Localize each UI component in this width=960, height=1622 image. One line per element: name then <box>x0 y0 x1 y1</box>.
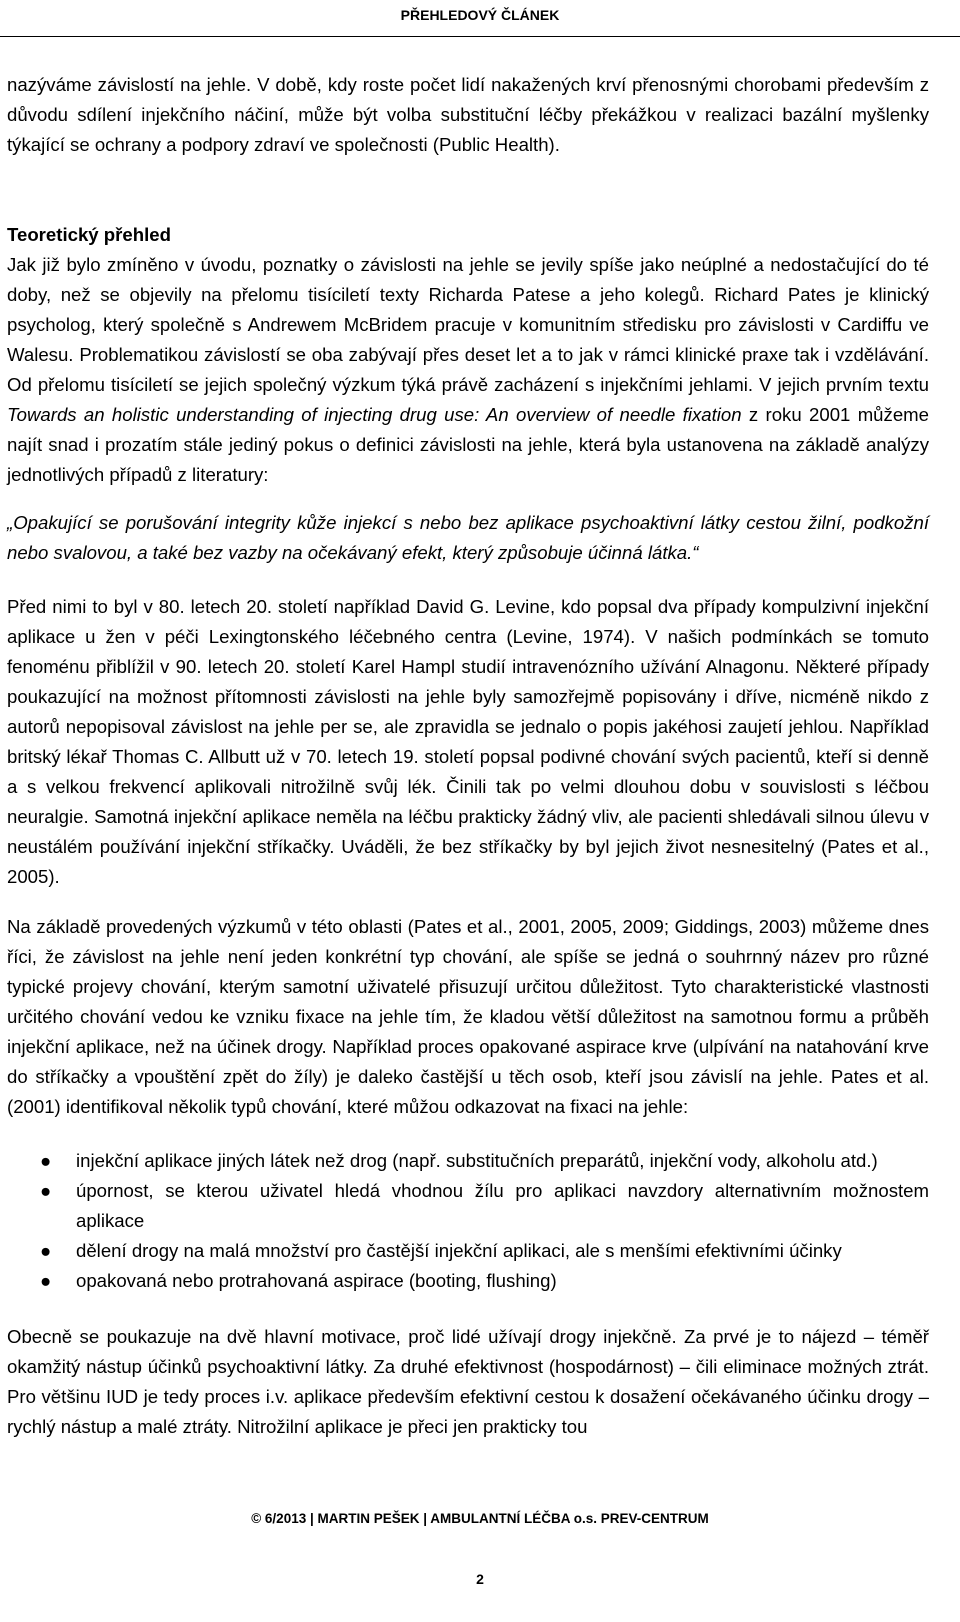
footer-text: 6/2013 | MARTIN PEŠEK | AMBULANTNÍ LÉČBA o.s. PREV-CENTRUM <box>264 1511 709 1526</box>
bullet-icon: ● <box>40 1270 52 1291</box>
header-divider <box>0 36 960 37</box>
copyright-icon: © <box>251 1511 262 1526</box>
paragraph-4: Obecně se poukazuje na dvě hlavní motivace, proč lidé užívají drogy injekčně. Za prvé je to nájezd – téměř okamžitý nástup účinků psychoaktivní látky. Za druhé efektivnost (hospodárnost) – čili eliminace možných ztrát. Pro většinu IUD je tedy proces i.v. aplikace především efektivní cestou k dosažení očekávaného účinku drogy – rychlý nástup a malé ztráty. Nitrožilní aplikace je přeci jen prakticky tou <box>7 1326 929 1437</box>
paragraph-3: Na základě provedených výzkumů v této oblasti (Pates et al., 2001, 2005, 2009; Giddings, 2003) můžeme dnes říci, že závislost na jehle není jeden konkrétní typ chování, ale spíše se jedná o souhrnný název pro různé typické projevy chování, kterým samotní uživatelé přisuzují určitou důležitost. Tyto charakteristické vlastnosti určitého chování vedou ke vzniku fixace na jehle tím, že kladou větší důležitost na samotnou formu a průběh injekční aplikace, než na účinek drogy. Například proces opakované aspirace krve (ulpívání na natahování krve do stříkačky a vpouštění zpět do žíly) je daleko častější u těch osob, kteří jsou závislí na jehle. Pates et al. (2001) identifikoval několik typů chování, které můžou odkazovat na fixaci na jehle: <box>7 916 929 1117</box>
behaviour-list <box>7 1146 929 1296</box>
list-item: ● opakovaná nebo protrahovaná aspirace (booting, flushing) <box>7 1266 929 1296</box>
header-title: PŘEHLEDOVÝ ČLÁNEK <box>400 7 560 23</box>
definition-quote: „Opakující se porušování integrity kůže injekcí s nebo bez aplikace psychoaktivní látky cestou žilní, podkožní nebo svalovou, a také bez vazby na očekávaný efekt, který způsobuje účinná látka.“ <box>7 512 929 563</box>
page-number: 2 <box>476 1571 484 1587</box>
paragraph-1-part-a: Jak již bylo zmíněno v úvodu, poznatky o závislosti na jehle se jevily spíše jako neúplné a nedostačující do té doby, než se objevily na přelomu tisíciletí texty Richarda Patese a jeho kolegů. Richard Pates je klinický psycholog, který společně s Andrewem McBridem pracuje v komunitním středisku pro závislosti v Cardiffu ve Walesu. Problematikou závislostí se oba zabývají přes deset let a to jak v rámci klinické praxe tak i vzdělávání. Od přelomu tisíciletí se jejich společný výzkum týká právě zacházení s injekčními jehlami. V jejich prvním textu <box>7 254 929 395</box>
cited-title: Towards an holistic understanding of injecting drug use: An overview of needle fixation <box>7 404 742 425</box>
bullet-icon: ● <box>40 1150 52 1171</box>
article-body <box>7 70 929 1442</box>
page-footer <box>0 1511 960 1526</box>
page-header <box>0 0 960 34</box>
list-item: ● injekční aplikace jiných látek než drog (např. substitučních preparátů, injekční vody, alkoholu atd.) <box>7 1146 929 1176</box>
section-heading: Teoretický přehled <box>7 224 171 245</box>
intro-paragraph: nazýváme závislostí na jehle. V době, kdy roste počet lidí nakažených krví přenosnými chorobami především z důvodu sdílení injekčního náčiní, může být volba substituční léčby překážkou v realizaci bazální myšlenky týkající se ochrany a podpory zdraví ve společnosti (Public Health). <box>7 74 929 155</box>
bullet-icon: ● <box>40 1240 52 1261</box>
bullet-icon: ● <box>40 1180 52 1201</box>
list-item: ● úpornost, se kterou uživatel hledá vhodnou žílu pro aplikaci navzdory alternativním možnostem aplikace <box>7 1176 929 1236</box>
paragraph-1 <box>7 250 929 490</box>
paragraph-2: Před nimi to byl v 80. letech 20. století například David G. Levine, kdo popsal dva případy kompulzivní injekční aplikace u žen v péči Lexingtonského léčebného centra (Levine, 1974). V našich podmínkách se tomuto fenoménu přiblížil v 90. letech 20. století Karel Hampl studií intravenózního užívání Alnagonu. Některé případy poukazující na možnost přítomnosti závislosti na jehle byly samozřejmě popisovány i dříve, nicméně nikdo z autorů nepopisoval závislost na jehle per se, ale zpravidla se jednalo o popis jakéhosi zaujetí jehlou. Například britský lékař Thomas C. Allbutt už v 70. letech 19. století popsal podivné chování svých pacientů, kteří si denně a s velkou frekvencí aplikovali nitrožilně svůj lék. Činili tak po velmi dlouhou dobu v souvislosti s léčbou neuralgie. Samotná injekční aplikace neměla na léčbu prakticky žádný vliv, ale pacienti shledávali silnou úlevu v neustálém používání injekční stříkačky. Uváděli, že bez stříkačky by byl jejich život nesnesitelný (Pates et al., 2005). <box>7 596 929 887</box>
paragraph-1-part-b: z roku 2001 můžeme najít snad i prozatím stále jediný pokus o definici závislosti na jehle, která byla ustanovena na základě analýzy jednotlivých případů z literatury: <box>7 404 929 485</box>
list-item: ● dělení drogy na malá množství pro častější injekční aplikaci, ale s menšími efektivními účinky <box>7 1236 929 1266</box>
